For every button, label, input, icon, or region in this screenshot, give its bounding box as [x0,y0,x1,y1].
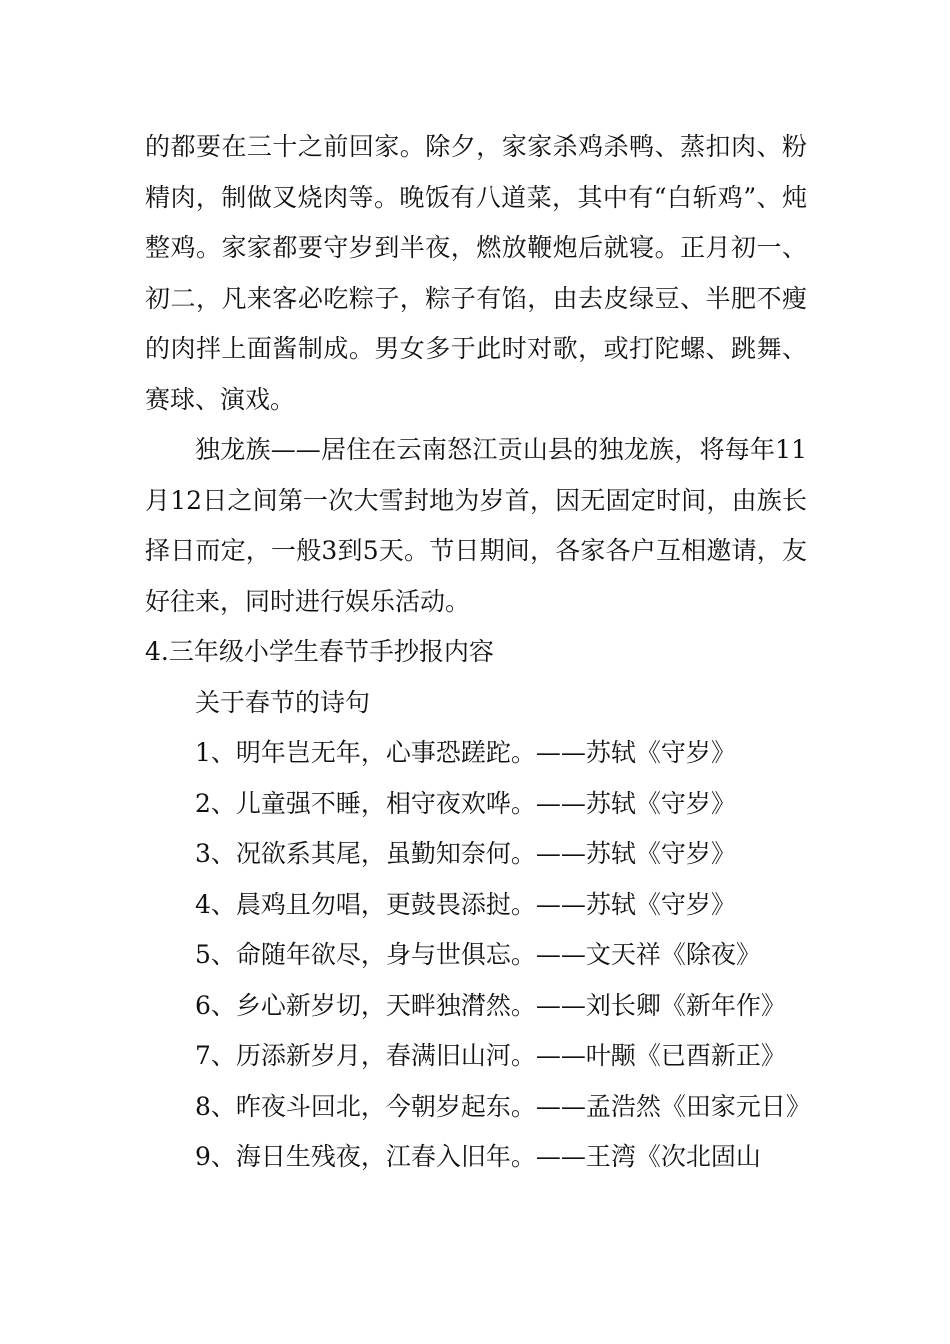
poem-line-9: 9、海日生残夜，江春入旧年。——王湾《次北固山 [195,1142,761,1171]
subheading-poems: 关于春节的诗句 [195,687,371,717]
paragraph-festival-customs: 的都要在三十之前回家。除夕，家家杀鸡杀鸭、蒸扣肉、粉精肉，制做叉烧肉等。晚饭有八道菜，其中有“白斩鸡”、炖整鸡。家家都要守岁到半夜，燃放鞭炮后就寝。正月初一、初二，凡来客必吃粽子，粽子有馅，由去皮绿豆、半肥不瘦的肉拌上面酱制成。男女多于此时对歌，或打陀螺、跳舞、赛球、演戏。 [145,132,807,414]
paragraph-dulong: 独龙族——居住在云南怒江贡山县的独龙族，将每年11月12日之间第一次大雪封地为岁首，因无固定时间，由族长择日而定，一般3到5天。节日期间，各家各户互相邀请，友好往来，同时进行娱乐活动。 [145,435,807,616]
poem-line-7: 7、历添新岁月，春满旧山河。——叶颙《已酉新正》 [195,1041,786,1070]
poem-line-6: 6、乡心新岁切，天畔独潸然。——刘长卿《新年作》 [195,990,786,1020]
section-heading: 4.三年级小学生春节手抄报内容 [145,637,494,666]
poem-line-2: 2、儿童强不睡，相守夜欢哗。——苏轼《守岁》 [195,788,736,818]
poem-line-1: 1、明年岂无年，心事恐蹉跎。——苏轼《守岁》 [195,738,736,767]
poem-line-3: 3、况欲系其尾，虽勤知奈何。——苏轼《守岁》 [195,839,736,868]
poem-line-4: 4、晨鸡且勿唱，更鼓畏添挝。——苏轼《守岁》 [195,889,736,919]
document-body [145,122,811,1183]
poem-line-5: 5、命随年欲尽，身与世俱忘。——文天祥《除夜》 [195,940,761,969]
poem-line-8: 8、昨夜斗回北，今朝岁起东。——孟浩然《田家元日》 [195,1091,811,1121]
